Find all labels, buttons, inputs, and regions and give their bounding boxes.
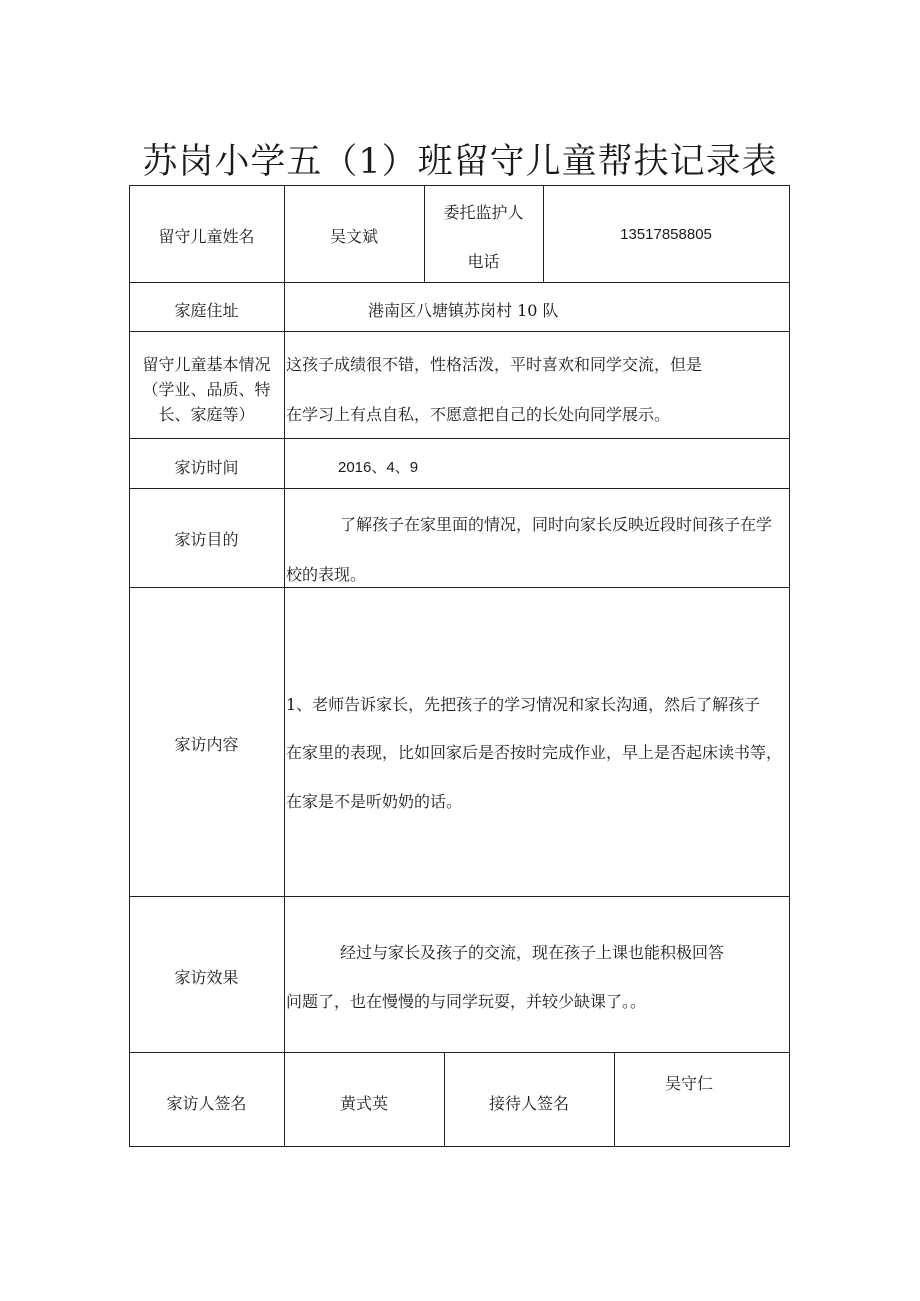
page-title: 苏岗小学五（1）班留守儿童帮扶记录表 <box>142 142 778 182</box>
column-divider <box>614 1052 615 1147</box>
basic-label-line1: 留守儿童基本情况 <box>142 355 271 374</box>
address-value: 港南区八塘镇苏岗村 10 队 <box>368 301 559 320</box>
row-divider <box>129 587 790 588</box>
visitor-label: 家访人签名 <box>166 1094 247 1113</box>
child-name-label: 留守儿童姓名 <box>158 227 255 246</box>
table-border-bottom <box>129 1146 790 1147</box>
effect-text-line2: 问题了，也在慢慢的与同学玩耍，并较少缺课了。。 <box>286 992 647 1011</box>
row-divider <box>129 896 790 897</box>
content-text-line2: 在家里的表现，比如回家后是否按时完成作业，早上是否起床读书等， <box>286 743 783 762</box>
row-divider <box>129 438 790 439</box>
column-divider <box>284 185 285 1147</box>
visit-time-label: 家访时间 <box>174 458 239 477</box>
receiver-label: 接待人签名 <box>488 1094 569 1113</box>
purpose-text-line1: 了解孩子在家里面的情况，同时向家长反映近段时间孩子在学 <box>340 515 773 534</box>
basic-text-line2: 在学习上有点自私，不愿意把自己的长处向同学展示。 <box>286 405 671 424</box>
guardian-phone-value: 13517858805 <box>620 226 712 243</box>
guardian-label-line1: 委托监护人 <box>443 203 524 222</box>
guardian-label-line2: 电话 <box>467 252 500 271</box>
row-divider <box>129 282 790 283</box>
purpose-text-line2: 校的表现。 <box>286 565 367 584</box>
effect-text-line1: 经过与家长及孩子的交流，现在孩子上课也能积极回答 <box>340 943 725 962</box>
effect-label: 家访效果 <box>174 968 239 987</box>
basic-text-line1: 这孩子成绩很不错，性格活泼，平时喜欢和同学交流，但是 <box>286 355 703 374</box>
purpose-label: 家访目的 <box>174 530 239 549</box>
basic-label-line2: （学业、品质、特 <box>142 380 271 399</box>
table-border-left <box>129 185 130 1147</box>
row-divider <box>129 1052 790 1053</box>
table-border-right <box>789 185 790 1147</box>
content-label: 家访内容 <box>174 735 239 754</box>
receiver-name: 吴守仁 <box>665 1074 714 1093</box>
basic-label-line3: 长、家庭等） <box>158 405 255 424</box>
content-text-line1: 1、老师告诉家长，先把孩子的学习情况和家长沟通，然后了解孩子 <box>286 695 761 714</box>
table-border-top <box>129 185 790 186</box>
row-divider <box>129 331 790 332</box>
address-label: 家庭住址 <box>174 301 239 320</box>
child-name-value: 吴文斌 <box>329 227 378 246</box>
row-divider <box>129 488 790 489</box>
content-text-line3: 在家是不是听奶奶的话。 <box>286 792 463 811</box>
visit-time-value: 2016、4、9 <box>338 459 419 476</box>
visitor-name: 黄式英 <box>339 1094 388 1113</box>
